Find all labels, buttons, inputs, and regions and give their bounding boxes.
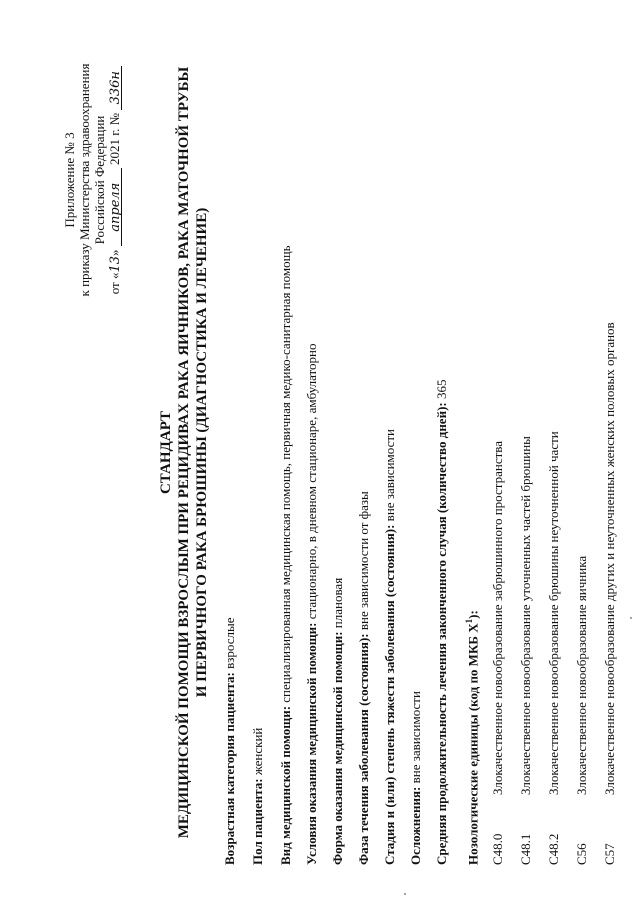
field-disease-stage (382, 429, 397, 865)
scan-speck (630, 617, 632, 619)
footnote-marker: 1 (464, 618, 474, 624)
nosology-heading (462, 610, 480, 865)
date-year: 2021 г. (107, 128, 122, 165)
field-label: Возрастная категория пациента: (222, 672, 237, 865)
icd-code: C48.0 (490, 833, 505, 865)
document-title-line-1: МЕДИЦИНСКОЙ ПОМОЩИ ВЗРОСЛЫМ ПРИ РЕЦИДИВАХ РАКА ЯИЧНИКОВ, РАКА МАТОЧНОЙ ТРУБЫ (176, 66, 192, 839)
field-value: вне зависимости (408, 691, 423, 787)
icd-code: C56 (574, 843, 589, 865)
field-label: Стадия и (или) степень тяжести заболевания (состояния): (382, 524, 397, 865)
icd-code: C48.2 (546, 833, 561, 865)
icd-description: Злокачественное новообразование уточненных частей брюшины (518, 436, 533, 795)
appendix-date-line (107, 15, 123, 345)
field-label: Форма оказания медицинской помощи: (330, 631, 345, 865)
nosology-label-end: ): (465, 610, 481, 619)
icd-description: Злокачественное новообразование других и неуточненных женских половых органов (602, 322, 617, 795)
document-title-line-2: И ПЕРВИЧНОГО РАКА БРЮШИНЫ (ДИАГНОСТИКА И ЛЕЧЕНИЕ) (194, 207, 210, 698)
document-label: СТАНДАРТ (158, 410, 174, 495)
field-treatment-duration (434, 380, 449, 865)
field-disease-phase (356, 491, 371, 865)
handwritten-day: 13 (108, 255, 123, 273)
field-value: специализированная медицинская помощь, первичная медико-санитарная помощь (278, 245, 293, 706)
icd-description: Злокачественное новообразование яичника (574, 555, 589, 795)
icd-code: C57 (602, 843, 617, 865)
appendix-country-line: Российской Федерации (92, 115, 107, 245)
appendix-title: Приложение № 3 (62, 132, 77, 228)
field-care-type (278, 245, 293, 865)
field-value: взрослые (222, 617, 237, 673)
field-age (222, 618, 237, 865)
field-value: стационарно, в дневном стационаре, амбулаторно (304, 343, 319, 623)
handwritten-month: апреля (108, 168, 122, 246)
number-prefix: № (107, 112, 122, 126)
appendix-order-line: к приказу Министерства здравоохранения (77, 63, 92, 297)
field-label: Условия оказания медицинской помощи: (304, 622, 319, 865)
icd-description: Злокачественное новообразование забрюшинного пространства (490, 440, 505, 795)
date-prefix: от « (107, 272, 122, 295)
field-value: женский (250, 727, 265, 779)
handwritten-number: 336н (108, 66, 122, 110)
field-care-form (330, 578, 345, 865)
icd-description: Злокачественное новообразование брюшины неуточненной части (546, 431, 561, 795)
field-value: плановая (330, 577, 345, 632)
nosology-label: Нозологические единицы (код по МКБ X (465, 623, 481, 865)
date-mid: » (107, 249, 122, 256)
field-sex (250, 728, 265, 865)
field-label: Фаза течения заболевания (состояния): (356, 633, 371, 865)
icd-code: C48.1 (518, 833, 533, 865)
field-value: 365 (434, 379, 449, 403)
appendix-block (62, 15, 123, 345)
field-care-conditions (304, 343, 319, 865)
field-label: Средняя продолжительность лечения законченного случая (количество дней): (434, 402, 449, 865)
field-label: Осложнения: (408, 786, 423, 865)
field-label: Вид медицинской помощи: (278, 705, 293, 865)
field-complications (408, 691, 423, 865)
field-value: вне зависимости от фазы (356, 491, 371, 634)
field-label: Пол пациента: (250, 778, 265, 865)
field-value: вне зависимости (382, 429, 397, 525)
scan-speck (404, 893, 406, 895)
